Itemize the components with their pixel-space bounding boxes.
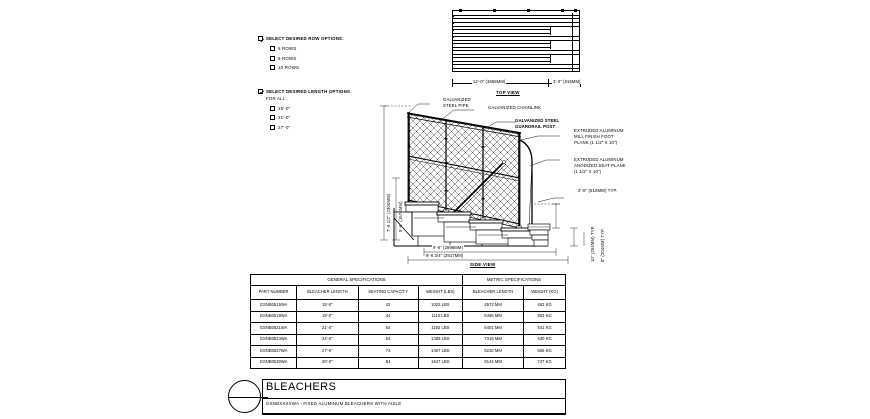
row-options-heading-row	[258, 36, 378, 41]
callout-galvanized-steel-guardrail-post: GALVANIZED STEEL GUARDRAIL POST	[515, 118, 560, 130]
top-view-plank	[453, 40, 579, 41]
length-option-27[interactable]	[270, 125, 378, 130]
row-option-5-checkbox[interactable]	[270, 46, 275, 51]
length-options-heading: SELECT DESIRED LENGTH OPTIONS	[266, 88, 351, 94]
top-view-edge-tick	[452, 22, 454, 24]
row-options-checkbox[interactable]	[258, 36, 263, 41]
top-view-plank	[453, 54, 579, 55]
cell-length: 27'-0"	[297, 346, 358, 358]
top-view-plank	[453, 29, 550, 30]
top-view	[444, 8, 586, 96]
length-option-15-label: 15'-0"	[278, 105, 291, 111]
top-view-post	[527, 9, 530, 12]
cell-weight-kg: 463 KG	[524, 300, 566, 312]
cell-length: 24'-0"	[297, 334, 358, 346]
cell-part-number: GSNB0524WA	[251, 334, 297, 346]
options-block	[258, 36, 378, 134]
dim-depth-overall-label: 9'-6 3/4" (2917MM)	[426, 253, 464, 258]
top-view-plank	[453, 47, 550, 48]
table-row	[251, 311, 566, 323]
cell-weight-kg: 541 KG	[524, 323, 566, 335]
cell-capacity: 54	[358, 334, 418, 346]
title-block	[228, 379, 566, 415]
table-column-header-row	[251, 286, 566, 300]
column-header-seating-capacity: SEATING CAPACITY	[358, 286, 418, 300]
dim-aisle-label: 3'-0" (915MM)	[553, 79, 581, 85]
cell-part-number: GSNB0530WA	[251, 357, 297, 369]
cell-part-number: GSNB0515WA	[251, 300, 297, 312]
top-view-aisle-edge	[550, 27, 551, 35]
top-view-plank	[453, 26, 579, 27]
length-option-27-label: 27'-0"	[278, 124, 291, 130]
top-view-edge-tick	[452, 29, 454, 31]
cell-weight-lbs: 1110 LBS	[418, 311, 462, 323]
sheet-subtitle: GSNBXXXXWA - FIXED ALUMINUM BLEACHERS WITH AISLE	[266, 401, 402, 406]
length-options-list	[270, 106, 378, 130]
dim-height-overall-label: 7'-6 1/2" (2300MM)	[386, 193, 391, 232]
dim-height-deck-label: 5'-6" (1676MM)	[398, 201, 403, 232]
table-row	[251, 346, 566, 358]
top-view-post	[574, 9, 577, 12]
callout-extruded-aluminum-seat-plank: EXTRUDED ALUMINUM ANODIZED SEAT PLANK (1 1/2" X 10")	[574, 157, 626, 175]
length-option-21[interactable]	[270, 115, 378, 120]
row-option-8[interactable]	[270, 56, 378, 61]
top-view-outline	[452, 10, 580, 72]
row-option-10[interactable]	[270, 65, 378, 70]
row-option-8-label: 8 ROWS	[278, 55, 297, 61]
top-view-plank	[453, 57, 550, 58]
cell-weight-kg: 747 KG	[524, 357, 566, 369]
callout-extruded-aluminum-foot-plank: EXTRUDED ALUMINUM MILL FINISH FOOT PLANK (1 1/2" X 10")	[574, 128, 624, 146]
top-view-rail-edge	[572, 13, 573, 71]
dim-depth-inner-label: 9'-6" (2896MM)	[433, 245, 463, 250]
row-option-10-label: 10 ROWS	[278, 65, 300, 70]
length-option-15-checkbox[interactable]	[270, 106, 275, 111]
callout-galvanized-chainlink: GALVANIZED CHAINLINK	[488, 105, 542, 110]
top-view-post	[459, 9, 462, 12]
row-option-8-checkbox[interactable]	[270, 56, 275, 61]
column-header-bleacher-length: BLEACHER LENGTH	[297, 286, 358, 300]
row-options-list	[270, 46, 378, 70]
cell-weight-lbs: 1467 LBS	[418, 346, 462, 358]
dim-tread-label: 10" (254MM) TYP.	[590, 225, 595, 262]
cell-capacity: 44	[358, 311, 418, 323]
top-view-plank	[453, 68, 579, 69]
cell-weight-kg: 503 KG	[524, 311, 566, 323]
sheet-title: BLEACHERS	[266, 381, 337, 393]
cell-weight-kg: 665 KG	[524, 346, 566, 358]
cell-length-mm: 6401 MM	[463, 323, 524, 335]
top-view-plank	[453, 36, 579, 37]
dim-tick	[452, 79, 453, 87]
length-option-21-label: 21'-0"	[278, 115, 291, 120]
top-view-edge-tick	[452, 15, 454, 17]
length-option-21-checkbox[interactable]	[270, 115, 275, 120]
top-view-label: TOP VIEW	[496, 90, 520, 95]
dim-seat-spacing-label: 2'-0" (610MM) TYP.	[578, 188, 618, 193]
cell-capacity: 84	[358, 357, 418, 369]
dim-riser-label: 8" (204MM) TYP.	[600, 228, 605, 262]
top-view-aisle-edge	[550, 55, 551, 63]
table-row	[251, 357, 566, 369]
cell-length-mm: 5486 MM	[463, 311, 524, 323]
top-view-aisle-edge	[550, 41, 551, 49]
top-view-plank	[453, 43, 550, 44]
length-options-checkbox[interactable]	[258, 89, 263, 94]
top-view-plank	[453, 61, 550, 62]
cell-part-number: GSNB0527WA	[251, 346, 297, 358]
cell-weight-lbs: 1389 LBS	[418, 334, 462, 346]
side-view-label: SIDE VIEW	[470, 262, 496, 267]
cell-capacity: 74	[358, 346, 418, 358]
column-header-weight-kg: WEIGHT (KG)	[524, 286, 566, 300]
row-option-5-label: 5 ROWS	[278, 46, 297, 51]
group-header-metric: METRIC SPECIFICATIONS	[463, 275, 566, 286]
cell-length-mm: 4572 MM	[463, 300, 524, 312]
cell-weight-lbs: 1022 LBS	[418, 300, 462, 312]
top-view-plank	[453, 33, 550, 34]
title-block-divider	[262, 398, 566, 399]
dim-length-label: 12'-0" (3658MM)	[473, 79, 506, 85]
table-row	[251, 323, 566, 335]
title-block-bottom-rule	[262, 414, 566, 415]
specifications-table	[250, 274, 566, 369]
table-row	[251, 334, 566, 346]
cell-capacity: 42	[358, 300, 418, 312]
length-options-heading-2: FOR ALL:	[266, 95, 287, 101]
cell-length-mm: 8230 MM	[463, 346, 524, 358]
column-header-part-number: PART NUMBER	[251, 286, 297, 300]
cell-weight-lbs: 1192 LBS	[418, 323, 462, 335]
top-view-plank	[453, 18, 579, 19]
length-options-heading-row	[258, 89, 378, 94]
cell-capacity: 54	[358, 323, 418, 335]
length-option-27-checkbox[interactable]	[270, 125, 275, 130]
callout-galvanized-steel-pipe: GALVANIZED STEEL PIPE	[443, 97, 471, 109]
table-row	[251, 300, 566, 312]
top-view-plank	[453, 15, 579, 16]
cell-length: 30'-0"	[297, 357, 358, 369]
cell-weight-kg: 630 KG	[524, 334, 566, 346]
top-view-edge-tick	[452, 36, 454, 38]
column-header-weight-lbs: WEIGHT (LBS)	[418, 286, 462, 300]
top-view-plank	[453, 22, 579, 23]
row-option-10-checkbox[interactable]	[270, 65, 275, 70]
top-view-plank	[453, 64, 579, 65]
top-view-dimensions	[452, 78, 580, 90]
top-view-post	[561, 9, 564, 12]
cell-length: 21'-0"	[297, 323, 358, 335]
cell-weight-lbs: 1647 LBS	[418, 357, 462, 369]
cell-length-mm: 7315 MM	[463, 334, 524, 346]
top-view-plank	[453, 50, 579, 51]
cell-length: 15'-0"	[297, 300, 358, 312]
row-option-5[interactable]	[270, 46, 378, 51]
cell-length: 18'-0"	[297, 311, 358, 323]
length-option-15[interactable]	[270, 106, 378, 111]
cell-part-number: GSNB0518WA	[251, 311, 297, 323]
column-header-bleacher-length-metric: BLEACHER LENGTH	[463, 286, 524, 300]
group-header-general: GENERAL SPECIFICATIONS	[251, 275, 463, 286]
top-view-post	[493, 9, 496, 12]
cell-part-number: GSNB0521WA	[251, 323, 297, 335]
table-group-header-row	[251, 275, 566, 286]
cell-length-mm: 9144 MM	[463, 357, 524, 369]
row-options-heading: SELECT DESIRED ROW OPTIONS:	[266, 36, 344, 41]
